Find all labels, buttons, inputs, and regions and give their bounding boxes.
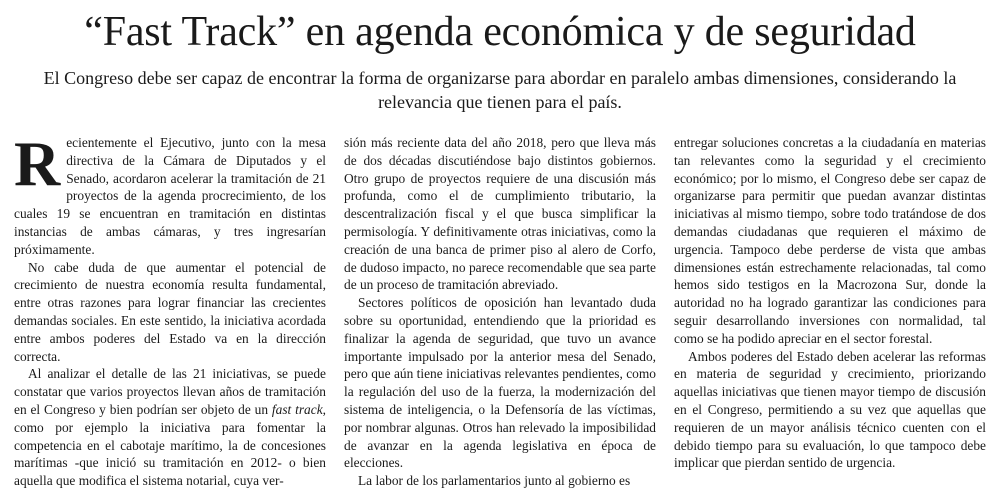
- column-2: [344, 134, 656, 489]
- paragraph-text: Al analizar el detalle de las 21 iniciativas, se puede constatar que varios proyectos llevan años de tramitación en el Congreso y bien podrían ser objeto de un: [14, 366, 326, 417]
- column-3: [674, 134, 986, 471]
- paragraph: Sectores políticos de oposición han levantado duda sobre su oportunidad, entendiendo que la prioridad es finalizar la agenda de seguridad, que tuvo un avance importante impulsado por la anterior mesa del Senado, pero que aún tiene iniciativas relevantes pendientes, como la regulación del uso de la fuerza, la modernización del sistema de inteligencia, o la Defensoría de las víctimas, por nombrar algunas. Otros han relevado la imposibilidad de avanzar en la agenda legislativa en época de elecciones.: [344, 295, 656, 471]
- drop-cap: R: [14, 128, 61, 199]
- paragraph: No cabe duda de que aumentar el potencial de crecimiento de nuestra economía resulta fundamental, entre otras razones para lograr financiar las crecientes demandas sociales. En este sentido, la iniciativa acordada entre ambos poderes del Estado va en la dirección correcta.: [14, 259, 326, 364]
- paragraph-text: ecientemente el Ejecutivo, junto con la mesa directiva de la Cámara de Diputados y el Senado, acordaron acelerar la tramitación de 21 proyectos de la agenda procrecimiento, de los cuales 19 se encuentran en tramitación en distintas instancias de ambas cámaras, y tres ingresarían próximamente.: [14, 135, 326, 257]
- paragraph: sión más reciente data del año 2018, pero que lleva más de dos décadas discutiéndose bajo distintos gobiernos. Otro grupo de proyectos requiere de una discusión más profunda, como el de cumplimiento tributario, la descentralización fiscal y el que busca simplificar la permisología. Y definitivamente otras iniciativas, como la creación de una banca de primer piso al alero de Corfo, de dudoso impacto, no parece recomendable que sea parte de un proceso de tramitación abreviado.: [344, 135, 656, 293]
- deck-subtitle: El Congreso debe ser capaz de encontrar la forma de organizarse para abordar en paralelo ambas dimensiones, considerando la relevancia que tienen para el país.: [43, 68, 957, 112]
- italic-term: fast track: [271, 401, 323, 417]
- paragraph: [14, 128, 326, 259]
- paragraph: entregar soluciones concretas a la ciudadanía en materias tan relevantes como la seguridad y el crecimiento económico; por lo mismo, el Congreso debe ser capaz de organizarse para permitir que puedan avanzar distintas iniciativas al mismo tiempo, sobre todo tratándose de dos demandas ciudadanas que requieren el máximo de urgencia. Tampoco debe perderse de vista que ambas dimensiones están estrechamente relacionadas, tal como hemos sido testigos en la Macrozona Sur, donde la autoridad no ha logrado garantizar las condiciones para seguir desarrollando inversiones con normalidad, tal como se ha podido apreciar en el sector forestal.: [674, 135, 986, 346]
- article-columns: [14, 128, 986, 489]
- paragraph: [14, 365, 326, 490]
- paragraph-text: , como por ejemplo la iniciativa para fomentar la competencia en el cabotaje marítimo, la de concesiones marítimas -que inició su tramitación en 2012- o bien aquella que modifica el sistema notarial, cuya ver-: [14, 401, 326, 489]
- paragraph: Ambos poderes del Estado deben acelerar las reformas en materia de seguridad y crecimiento, priorizando aquellas iniciativas que tienen mayor tiempo de discusión en el Congreso, permitiendo a su vez que aquellas que requieren de un mayor análisis técnico cuenten con el debido tiempo para su evaluación, lo que tampoco debe implicar que pierdan sentido de urgencia.: [674, 348, 986, 471]
- headline: “Fast Track” en agenda económica y de seguridad: [84, 9, 916, 55]
- paragraph: La labor de los parlamentarios junto al gobierno es: [358, 473, 631, 489]
- column-1: [14, 128, 326, 489]
